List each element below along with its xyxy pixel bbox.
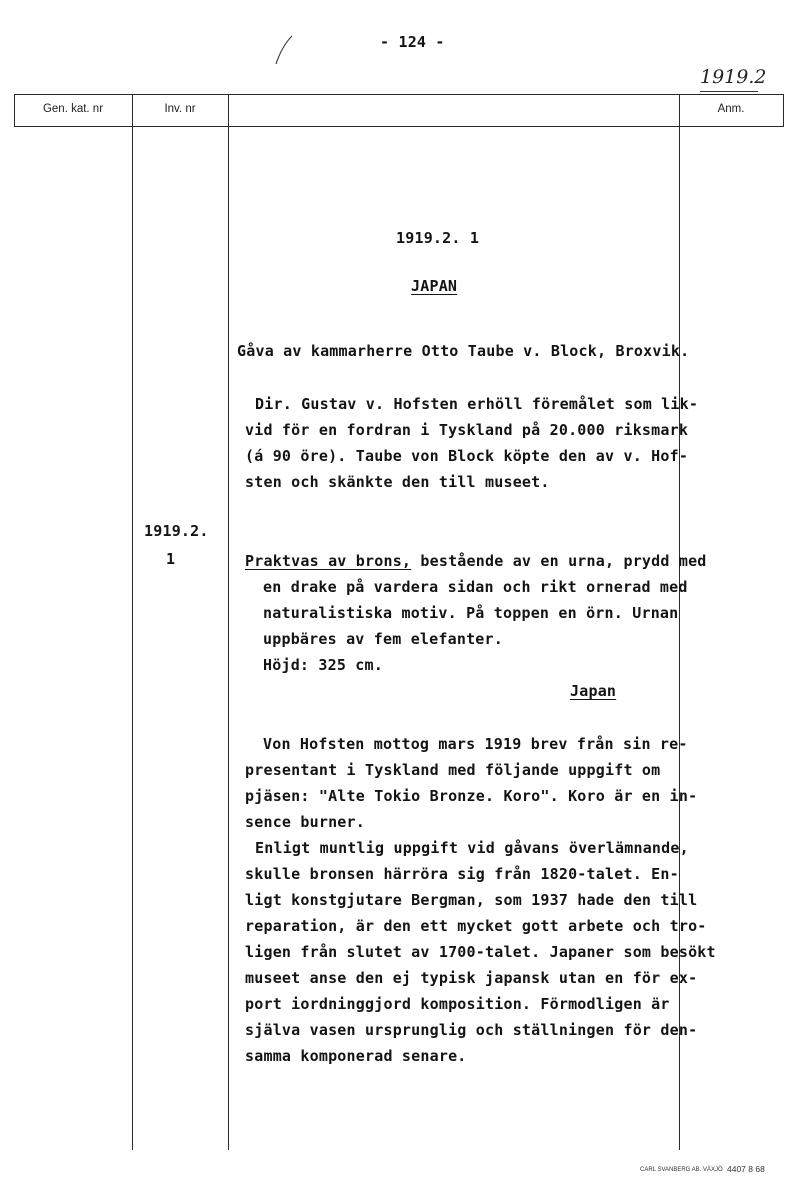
header-bottom-rule bbox=[14, 126, 784, 127]
provenance-line: (á 90 öre). Taube von Block köpte den av v. Hof- bbox=[245, 447, 689, 465]
column-divider-2 bbox=[228, 94, 229, 1150]
notes-line: reparation, är den ett mycket gott arbete och tro- bbox=[245, 917, 707, 935]
object-line: en drake på vardera sidan och rikt ornerad med bbox=[263, 578, 688, 596]
notes-line: port iordninggjord komposition. Förmodligen är bbox=[245, 995, 670, 1013]
donor-line: Gåva av kammarherre Otto Taube v. Block, Broxvik. bbox=[237, 342, 690, 360]
object-first-rest: bestående av en urna, prydd med bbox=[411, 552, 707, 570]
object-first-line bbox=[245, 548, 707, 574]
entry-number: 1919.2. 1 bbox=[396, 229, 480, 247]
notes-line: ligen från slutet av 1700-talet. Japaner som besökt bbox=[245, 943, 716, 961]
entry-heading: JAPAN bbox=[411, 277, 458, 295]
object-title: Praktvas av brons, bbox=[245, 552, 412, 570]
provenance-paragraph bbox=[245, 391, 698, 495]
provenance-line: Dir. Gustav v. Hofsten erhöll föremålet som lik- bbox=[255, 395, 699, 413]
notes-line: pjäsen: "Alte Tokio Bronze. Koro". Koro är en in- bbox=[245, 787, 698, 805]
handwritten-underline bbox=[700, 91, 758, 92]
column-header-gen-kat-nr: Gen. kat. nr bbox=[42, 103, 104, 115]
printer-imprint: CARL SVANBERG AB. VÄXJÖ bbox=[640, 1167, 723, 1173]
notes-paragraph bbox=[245, 731, 716, 1069]
column-header-inv-nr: Inv. nr bbox=[164, 103, 196, 115]
notes-line: själva vasen ursprunglig och ställningen för den- bbox=[245, 1021, 698, 1039]
notes-line: ligt konstgjutare Bergman, som 1937 hade den till bbox=[245, 891, 698, 909]
notes-line: Von Hofsten mottog mars 1919 brev från sin re- bbox=[263, 735, 688, 753]
object-description bbox=[263, 574, 688, 678]
notes-line: sence burner. bbox=[245, 813, 365, 831]
notes-line: presentant i Tyskland med följande uppgift om bbox=[245, 761, 661, 779]
pencil-mark bbox=[270, 30, 300, 70]
form-code: 4407 8 68 bbox=[727, 1164, 765, 1174]
column-header-anm: Anm. bbox=[717, 103, 745, 115]
border-right bbox=[783, 94, 784, 127]
header-top-rule bbox=[14, 94, 784, 95]
notes-line: Enligt muntlig uppgift vid gåvans överlämnande, bbox=[255, 839, 689, 857]
provenance-line: vid för en fordran i Tyskland på 20.000 riksmark bbox=[245, 421, 689, 439]
handwritten-reference: 1919.2 bbox=[700, 66, 767, 88]
column-divider-1 bbox=[132, 94, 133, 1150]
object-line: uppbäres av fem elefanter. bbox=[263, 630, 503, 648]
object-line: naturalistiska motiv. På toppen en örn. Urnan bbox=[263, 604, 679, 622]
notes-line: samma komponerad senare. bbox=[245, 1047, 467, 1065]
notes-line: skulle bronsen härröra sig från 1820-talet. En- bbox=[245, 865, 679, 883]
inventory-number-line1: 1919.2. bbox=[144, 522, 209, 540]
object-origin: Japan bbox=[570, 682, 617, 700]
notes-line: museet anse den ej typisk japansk utan en för ex- bbox=[245, 969, 698, 987]
provenance-line: sten och skänkte den till museet. bbox=[245, 473, 550, 491]
page-number: - 124 - bbox=[380, 33, 445, 51]
inventory-number-line2: 1 bbox=[166, 550, 176, 568]
object-line: Höjd: 325 cm. bbox=[263, 656, 383, 674]
